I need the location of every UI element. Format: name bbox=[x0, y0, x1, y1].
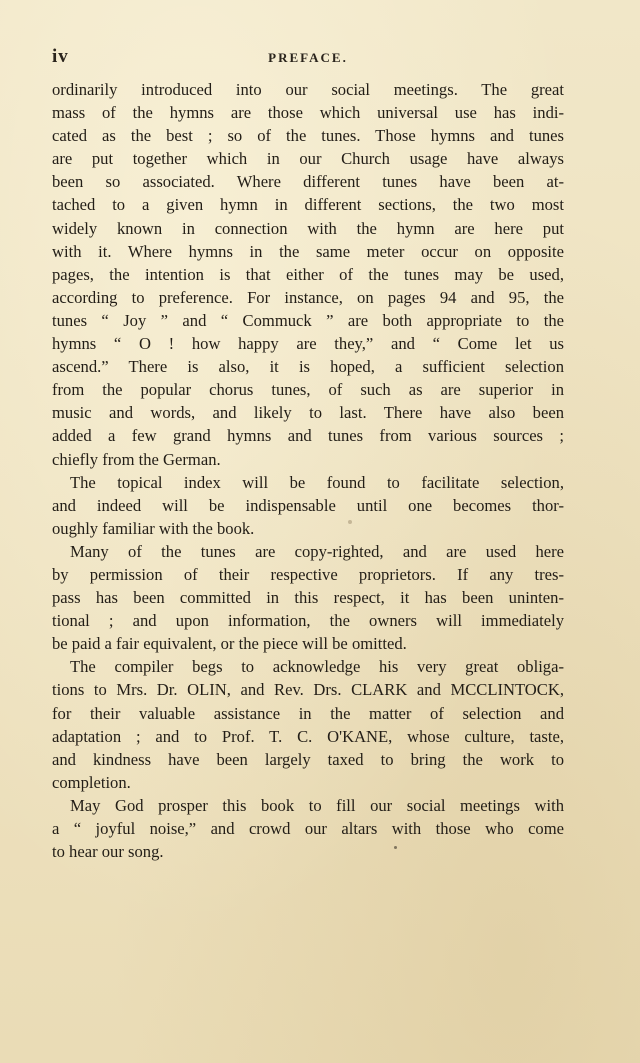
text-line: widely known in connection with the hymn are here put bbox=[52, 218, 564, 238]
running-head: PREFACE. bbox=[268, 50, 348, 65]
text-line: completion. bbox=[52, 772, 131, 792]
text-line: oughly familiar with the book. bbox=[52, 518, 255, 538]
text-line: a “ joyful noise,” and crowd our altars with those who come bbox=[52, 819, 564, 838]
text-line: been so associated. Where different tunes have been at- bbox=[52, 172, 564, 192]
text-line: ordinarily introduced into our social meetings. The great bbox=[52, 80, 564, 99]
paper-speck bbox=[394, 846, 397, 849]
text-line: for their valuable assistance in the matter of selection and bbox=[52, 703, 564, 723]
text-line: May God prosper this book to fill our social meetings with bbox=[70, 795, 564, 815]
text-line: to hear our song. bbox=[52, 842, 164, 862]
text-line: pass has been committed in this respect, it has been uninten- bbox=[52, 588, 564, 608]
text-line: with it. Where hymns in the same meter occur on opposite bbox=[52, 241, 564, 261]
page-number: iv bbox=[52, 46, 69, 67]
text-line: The compiler begs to acknowledge his very great obliga- bbox=[70, 657, 564, 677]
text-line: The topical index will be found to facilitate selection, bbox=[70, 472, 564, 492]
text-line: Many of the tunes are copy-righted, and are used here bbox=[70, 541, 564, 561]
text-line: adaptation ; and to Prof. T. C. O'KANE, whose culture, taste, bbox=[52, 726, 564, 746]
text-line: are put together which in our Church usage have always bbox=[52, 149, 564, 169]
text-line: chiefly from the German. bbox=[52, 449, 221, 469]
text-line: tached to a given hymn in different sections, the two most bbox=[52, 195, 564, 215]
text-line: added a few grand hymns and tunes from various sources ; bbox=[52, 426, 564, 446]
preface-text bbox=[52, 78, 564, 863]
text-line: cated as the best ; so of the tunes. Those hymns and tunes bbox=[52, 126, 564, 146]
text-line: by permission of their respective proprietors. If any tres- bbox=[52, 564, 564, 584]
text-line: tions to Mrs. Dr. OLIN, and Rev. Drs. CLARK and MCCLINTOCK, bbox=[52, 680, 564, 700]
text-line: be paid a fair equivalent, or the piece will be omitted. bbox=[52, 634, 407, 654]
paper-speck bbox=[348, 520, 352, 524]
text-line: according to preference. For instance, on pages 94 and 95, the bbox=[52, 287, 564, 307]
page-header bbox=[52, 46, 564, 68]
text-line: and indeed will be indispensable until one becomes thor- bbox=[52, 495, 564, 515]
text-line: mass of the hymns are those which universal use has indi- bbox=[52, 103, 564, 123]
text-line: music and words, and likely to last. There have also been bbox=[52, 403, 564, 423]
text-line: hymns “ O ! how happy are they,” and “ Come let us bbox=[52, 334, 564, 354]
text-line: pages, the intention is that either of the tunes may be used, bbox=[52, 264, 564, 284]
text-line: and kindness have been largely taxed to bring the work to bbox=[52, 749, 564, 769]
text-line: tional ; and upon information, the owners will immediately bbox=[52, 611, 564, 631]
text-line: ascend.” There is also, it is hoped, a sufficient selection bbox=[52, 357, 564, 377]
text-line: tunes “ Joy ” and “ Commuck ” are both appropriate to the bbox=[52, 310, 564, 330]
text-line: from the popular chorus tunes, of such as are superior in bbox=[52, 380, 564, 400]
